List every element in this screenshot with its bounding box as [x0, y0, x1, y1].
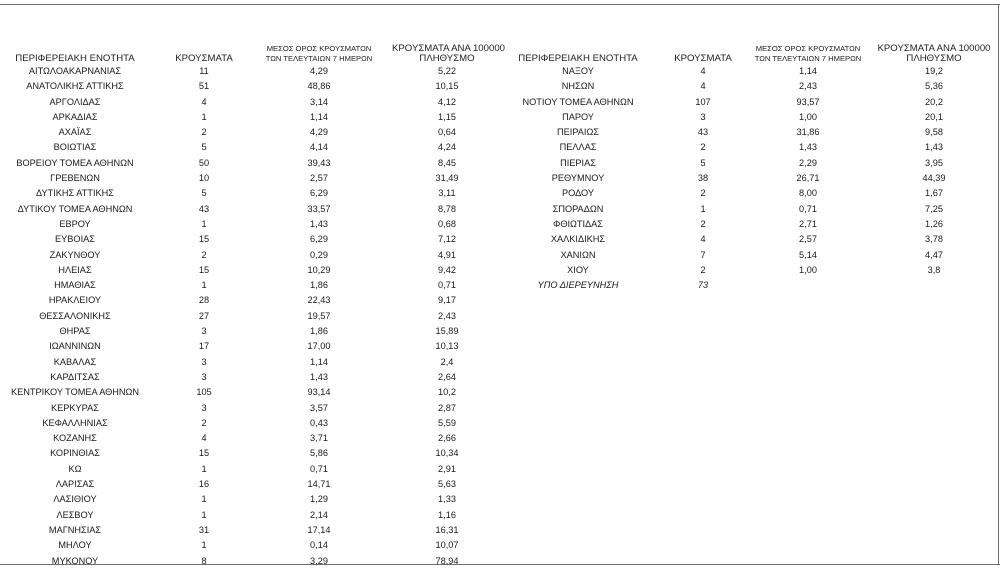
mean-7-days-cell: 17,14 — [307, 524, 331, 535]
region-cell: ΜΑΓΝΗΣΙΑΣ — [48, 524, 102, 535]
header-region: ΠΕΡΙΦΕΡΕΙΑΚΗ ΕΝΟΤΗΤΑ — [15, 53, 135, 64]
cases-per-100k-cell: 4,24 — [438, 142, 456, 153]
mean-7-days-cell: 0,71 — [310, 463, 328, 474]
region-cell: ΒΟΙΩΤΙΑΣ — [53, 142, 97, 153]
region-cell: ΛΕΣΒΟΥ — [56, 509, 94, 520]
mean-7-days-cell: 31,86 — [796, 127, 820, 138]
cases-per-100k-cell: 3,78 — [925, 234, 943, 245]
region-cell: ΖΑΚΥΝΘΟΥ — [49, 249, 101, 260]
mean-7-days-cell: 1,29 — [310, 494, 328, 505]
mean-7-days-cell: 2,43 — [799, 81, 817, 92]
header-cases: ΚΡΟΥΣΜΑΤΑ — [674, 53, 732, 64]
cases-cell: 51 — [198, 81, 210, 92]
cases-per-100k-cell: 9,17 — [438, 295, 456, 306]
cases-per-100k-cell: 8,78 — [438, 203, 456, 214]
cases-cell: 3 — [700, 111, 706, 122]
cases-cell: 17 — [198, 341, 210, 352]
cases-cell: 3 — [201, 356, 207, 367]
cases-cell: 7 — [700, 249, 706, 260]
mean-7-days-cell: 2,29 — [799, 157, 817, 168]
cases-per-100k-cell: 0,71 — [438, 280, 456, 291]
mean-7-days-cell: 4,29 — [310, 66, 328, 76]
cases-cell: 1 — [201, 463, 207, 474]
cases-cell: 4 — [700, 66, 706, 76]
cases-cell: 4 — [201, 96, 207, 107]
cases-cell: 38 — [697, 173, 709, 184]
header-region: ΠΕΡΙΦΕΡΕΙΑΚΗ ΕΝΟΤΗΤΑ — [518, 53, 638, 64]
region-cell: ΧΑΛΚΙΔΙΚΗΣ — [550, 234, 606, 245]
mean-7-days-cell: 2,71 — [799, 218, 817, 229]
cases-cell: 107 — [695, 96, 711, 107]
cases-cell: 27 — [198, 310, 210, 321]
region-cell: ΚΕΦΑΛΛΗΝΙΑΣ — [42, 417, 108, 428]
cases-per-100k-cell: 4,12 — [438, 96, 456, 107]
cases-per-100k-cell: 78,94 — [435, 555, 459, 566]
mean-7-days-cell: 1,00 — [799, 111, 817, 122]
mean-7-days-cell: 6,29 — [310, 234, 328, 245]
cases-per-100k-cell: 3,8 — [927, 264, 941, 275]
region-cell: ΠΑΡΟΥ — [562, 111, 594, 122]
header-cases: ΚΡΟΥΣΜΑΤΑ — [175, 53, 233, 64]
cases-per-100k-cell: 4,47 — [925, 249, 943, 260]
region-cell: ΝΑΞΟΥ — [562, 66, 594, 76]
cases-per-100k-cell: 1,67 — [925, 188, 943, 199]
region-cell: ΚΑΒΑΛΑΣ — [53, 356, 97, 367]
cases-cell: 2 — [201, 127, 207, 138]
mean-7-days-cell: 1,43 — [799, 142, 817, 153]
cases-cell: 8 — [201, 555, 207, 566]
cases-cell: 15 — [198, 448, 210, 459]
cases-cell: 2 — [201, 417, 207, 428]
cases-per-100k-cell: 5,36 — [925, 81, 943, 92]
cases-cell: 16 — [198, 479, 210, 490]
region-cell: ΠΕΛΛΑΣ — [559, 142, 597, 153]
region-cell: ΑΡΚΑΔΙΑΣ — [52, 111, 98, 122]
region-cell: ΧΙΟΥ — [567, 264, 589, 275]
header-mean-7-days: ΜΕΣΟΣ ΟΡΟΣ ΚΡΟΥΣΜΑΤΩΝ ΤΩΝ ΤΕΛΕΥΤΑΙΩΝ 7 ΗΜΕΡΩΝ — [754, 44, 862, 63]
cases-per-100k-cell: 15,89 — [435, 326, 459, 337]
region-cell: ΛΑΡΙΣΑΣ — [55, 479, 95, 490]
mean-7-days-cell: 2,57 — [799, 234, 817, 245]
cases-cell: 4 — [201, 433, 207, 444]
mean-7-days-cell: 14,71 — [307, 479, 331, 490]
mean-7-days-cell: 10,29 — [307, 264, 331, 275]
mean-7-days-cell: 4,29 — [310, 127, 328, 138]
region-cell: ΡΕΘΥΜΝΟΥ — [551, 173, 605, 184]
cases-cell: 28 — [198, 295, 210, 306]
region-cell: ΗΜΑΘΙΑΣ — [54, 280, 96, 291]
mean-7-days-cell — [748, 278, 868, 293]
region-cell: ΜΥΚΟΝΟΥ — [51, 555, 99, 566]
cases-per-100k-cell: 1,33 — [438, 494, 456, 505]
mean-7-days-cell: 3,71 — [310, 433, 328, 444]
cases-cell: 43 — [697, 127, 709, 138]
mean-7-days-cell: 6,29 — [310, 188, 328, 199]
cases-per-100k-cell: 5,22 — [438, 66, 456, 76]
region-cell: ΜΗΛΟΥ — [58, 540, 92, 551]
mean-7-days-cell: 1,14 — [310, 111, 328, 122]
region-cell: ΒΟΡΕΙΟΥ ΤΟΜΕΑ ΑΘΗΝΩΝ — [16, 157, 134, 168]
mean-7-days-cell: 2,14 — [310, 509, 328, 520]
cases-cell: 2 — [700, 218, 706, 229]
mean-7-days-cell: 19,57 — [307, 310, 331, 321]
cases-per-100k-cell: 5,63 — [438, 479, 456, 490]
cases-per-100k-cell: 10,15 — [435, 81, 459, 92]
mean-7-days-cell: 1,43 — [310, 218, 328, 229]
cases-cell: 5 — [700, 157, 706, 168]
cases-per-100k-cell: 2,87 — [438, 402, 456, 413]
cases-per-100k-cell — [871, 278, 997, 293]
header-cases-per-100k: ΚΡΟΥΣΜΑΤΑ ΑΝΑ 100000 ΠΛΗΘΥΣΜΟ — [877, 43, 991, 64]
region-cell: ΝΟΤΙΟΥ ΤΟΜΕΑ ΑΘΗΝΩΝ — [522, 96, 634, 107]
cases-per-100k-cell: 0,64 — [438, 127, 456, 138]
cases-per-100k-cell: 3,95 — [925, 157, 943, 168]
cases-per-100k-cell: 1,43 — [925, 142, 943, 153]
region-cell: ΗΡΑΚΛΕΙΟΥ — [48, 295, 102, 306]
region-cell: ΚΕΝΤΡΙΚΟΥ ΤΟΜΕΑ ΑΘΗΝΩΝ — [10, 387, 140, 398]
top-border — [0, 4, 1000, 5]
region-cell: ΣΠΟΡΑΔΩΝ — [552, 203, 604, 214]
mean-7-days-cell: 22,43 — [307, 295, 331, 306]
mean-7-days-cell: 39,43 — [307, 157, 331, 168]
cases-per-100k-cell: 2,43 — [438, 310, 456, 321]
cases-per-100k-cell: 7,12 — [438, 234, 456, 245]
mean-7-days-cell: 1,00 — [799, 264, 817, 275]
mean-7-days-cell: 0,71 — [799, 203, 817, 214]
region-cell: ΧΑΝΙΩΝ — [560, 249, 596, 260]
region-cell: ΛΑΣΙΘΙΟΥ — [53, 494, 97, 505]
cases-cell: 1 — [201, 218, 207, 229]
mean-7-days-cell: 8,00 — [799, 188, 817, 199]
cases-per-100k-cell: 5,59 — [438, 417, 456, 428]
cases-cell: 1 — [201, 494, 207, 505]
cases-per-100k-cell: 9,42 — [438, 264, 456, 275]
cases-per-100k-cell: 16,31 — [435, 524, 459, 535]
mean-7-days-cell: 3,14 — [310, 96, 328, 107]
cases-cell: 1 — [201, 540, 207, 551]
cases-per-100k-cell: 1,26 — [925, 218, 943, 229]
cases-cell: 105 — [196, 387, 212, 398]
cases-cell: 1 — [201, 111, 207, 122]
cases-cell: 3 — [201, 402, 207, 413]
cases-per-100k-cell: 20,1 — [925, 111, 943, 122]
cases-cell: 11 — [199, 66, 209, 76]
cases-per-100k-cell: 3,11 — [438, 188, 456, 199]
mean-7-days-cell: 3,57 — [310, 402, 328, 413]
mean-7-days-cell: 1,14 — [799, 66, 817, 76]
mean-7-days-cell: 33,57 — [307, 203, 331, 214]
mean-7-days-cell: 1,86 — [310, 280, 328, 291]
region-cell: ΚΑΡΔΙΤΣΑΣ — [50, 371, 100, 382]
cases-per-100k-cell: 10,13 — [435, 341, 459, 352]
region-cell: ΘΗΡΑΣ — [59, 326, 91, 337]
cases-per-100k-cell: 2,91 — [438, 463, 456, 474]
cases-cell: 3 — [201, 371, 207, 382]
cases-per-100k-cell: 8,45 — [438, 157, 456, 168]
header-mean-7-days: ΜΕΣΟΣ ΟΡΟΣ ΚΡΟΥΣΜΑΤΩΝ ΤΩΝ ΤΕΛΕΥΤΑΙΩΝ 7 ΗΜΕΡΩΝ — [265, 44, 373, 63]
mean-7-days-cell: 1,14 — [310, 356, 328, 367]
cases-cell: 1 — [700, 203, 706, 214]
mean-7-days-cell: 0,29 — [310, 249, 328, 260]
cases-per-100k-cell: 1,15 — [438, 111, 456, 122]
region-cell: ΚΩ — [68, 463, 82, 474]
region-cell: ΠΕΙΡΑΙΩΣ — [557, 127, 599, 138]
cases-per-100k-cell: 4,91 — [438, 249, 456, 260]
cases-cell: 2 — [201, 249, 207, 260]
cases-cell: 2 — [700, 188, 706, 199]
region-cell: ΑΡΓΟΛΙΔΑΣ — [49, 96, 101, 107]
mean-7-days-cell: 2,57 — [310, 173, 328, 184]
mean-7-days-cell: 93,57 — [796, 96, 820, 107]
region-cell: ΑΝΑΤΟΛΙΚΗΣ ΑΤΤΙΚΗΣ — [26, 81, 124, 92]
cases-cell: 15 — [198, 264, 210, 275]
mean-7-days-cell: 5,14 — [799, 249, 817, 260]
region-cell: ΚΟΖΑΝΗΣ — [53, 433, 97, 444]
cases-cell: 50 — [198, 157, 210, 168]
cases-cell: 2 — [700, 264, 706, 275]
region-cell: ΔΥΤΙΚΗΣ ΑΤΤΙΚΗΣ — [36, 188, 114, 199]
region-cell: ΑΧΑΪΑΣ — [58, 127, 92, 138]
region-cell: ΘΕΣΣΑΛΟΝΙΚΗΣ — [39, 310, 111, 321]
cases-cell: 43 — [198, 203, 210, 214]
cases-cell: 31 — [198, 524, 210, 535]
region-cell: ΗΛΕΙΑΣ — [58, 264, 92, 275]
region-cell: ΝΗΣΩΝ — [561, 81, 595, 92]
right-border — [998, 4, 999, 565]
cases-per-100k-cell: 1,16 — [438, 509, 456, 520]
cases-per-100k-cell: 7,25 — [925, 203, 943, 214]
cases-cell: 2 — [700, 142, 706, 153]
mean-7-days-cell: 48,86 — [307, 81, 331, 92]
cases-per-100k-cell: 9,58 — [925, 127, 943, 138]
cases-per-100k-cell: 0,68 — [438, 218, 456, 229]
mean-7-days-cell: 3,29 — [310, 555, 328, 566]
cases-cell: 73 — [697, 280, 709, 291]
region-cell: ΡΟΔΟΥ — [561, 188, 594, 199]
cases-per-100k-cell: 31,49 — [435, 173, 459, 184]
cases-cell: 5 — [201, 142, 207, 153]
cases-per-100k-cell: 10,34 — [435, 448, 459, 459]
mean-7-days-cell: 1,43 — [310, 371, 328, 382]
cases-per-100k-cell: 2,66 — [438, 433, 456, 444]
region-cell: ΙΩΑΝΝΙΝΩΝ — [49, 341, 101, 352]
cases-cell: 15 — [198, 234, 210, 245]
region-cell: ΚΟΡΙΝΘΙΑΣ — [50, 448, 100, 459]
cases-per-100k-cell: 10,07 — [435, 540, 459, 551]
mean-7-days-cell: 93,14 — [307, 387, 331, 398]
region-cell: ΑΙΤΩΛΟΑΚΑΡΝΑΝΙΑΣ — [28, 66, 122, 76]
region-cell: ΕΥΒΟΙΑΣ — [55, 234, 95, 245]
cases-per-100k-cell: 2,64 — [438, 371, 456, 382]
cases-per-100k-cell: 10,2 — [438, 387, 456, 398]
mean-7-days-cell: 4,14 — [310, 142, 328, 153]
region-cell: ΥΠΟ ΔΙΕΡΕΥΝΗΣΗ — [537, 280, 619, 291]
mean-7-days-cell: 0,14 — [310, 540, 328, 551]
cases-cell: 4 — [700, 234, 706, 245]
cases-cell: 5 — [201, 188, 207, 199]
mean-7-days-cell: 26,71 — [796, 173, 820, 184]
mean-7-days-cell: 5,86 — [310, 448, 328, 459]
region-cell: ΔΥΤΙΚΟΥ ΤΟΜΕΑ ΑΘΗΝΩΝ — [17, 203, 133, 214]
cases-cell: 1 — [201, 280, 207, 291]
cases-cell: 4 — [700, 81, 706, 92]
cases-cell: 3 — [201, 326, 207, 337]
mean-7-days-cell: 0,43 — [310, 417, 328, 428]
region-cell: ΓΡΕΒΕΝΩΝ — [50, 173, 100, 184]
region-cell: ΚΕΡΚΥΡΑΣ — [51, 402, 99, 413]
region-cell: ΠΙΕΡΙΑΣ — [560, 157, 596, 168]
region-cell: ΕΒΡΟΥ — [59, 218, 91, 229]
cases-cell: 10 — [198, 173, 210, 184]
mean-7-days-cell: 17,00 — [307, 341, 331, 352]
region-cell: ΦΘΙΩΤΙΔΑΣ — [552, 218, 603, 229]
cases-per-100k-cell: 19,2 — [925, 66, 943, 76]
mean-7-days-cell: 1,86 — [310, 326, 328, 337]
header-cases-per-100k: ΚΡΟΥΣΜΑΤΑ ΑΝΑ 100000 ΠΛΗΘΥΣΜΟ — [392, 43, 505, 64]
cases-per-100k-cell: 20,2 — [925, 96, 943, 107]
cases-per-100k-cell: 2,4 — [440, 356, 454, 367]
cases-per-100k-cell: 44,39 — [922, 173, 946, 184]
cases-cell: 1 — [201, 509, 207, 520]
